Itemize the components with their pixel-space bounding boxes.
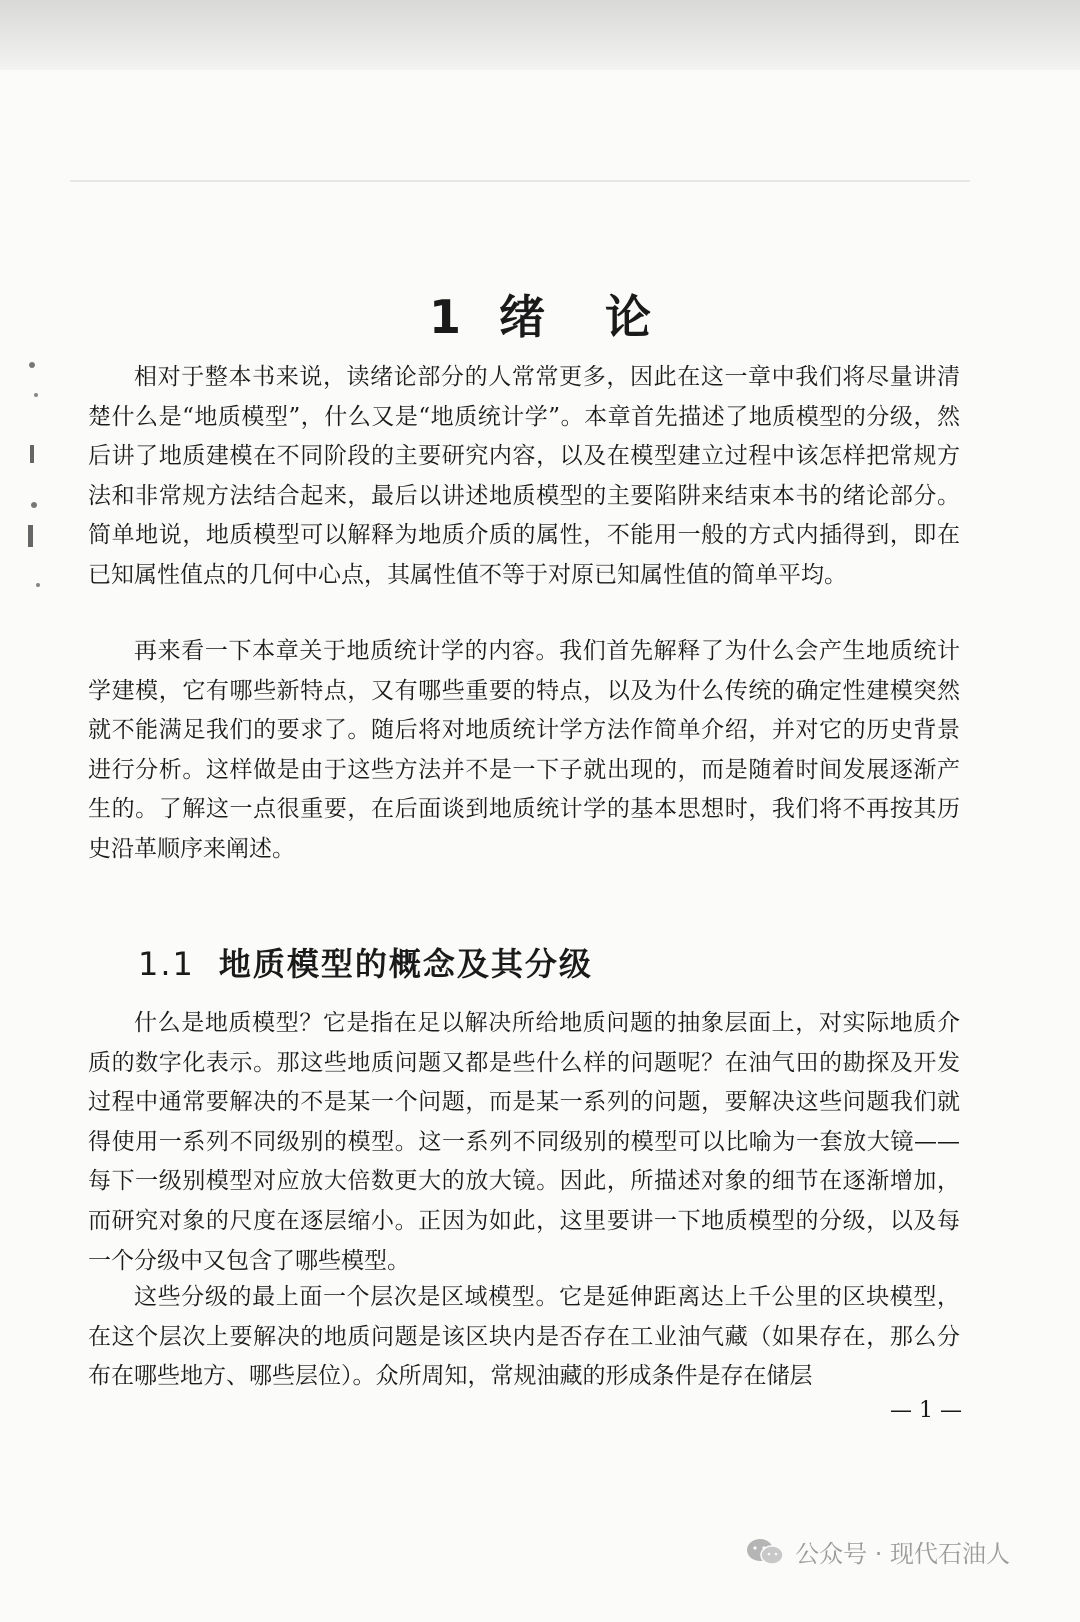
watermark-text: 公众号 · 现代石油人 — [795, 1540, 1010, 1568]
section-name: 地质模型的概念及其分级 — [218, 944, 593, 983]
wechat-icon — [745, 1537, 785, 1567]
bleed-through-rule — [70, 180, 970, 182]
intro-paragraph-1: 相对于整本书来说，读绪论部分的人常常更多，因此在这一章中我们将尽量讲清楚什么是“地质模型”，什么又是“地质统计学”。本章首先描述了地质模型的分级，然后讲了地质建模在不同阶段的主要研究内容，以及在模型建立过程中该怎样把常规方法和非常规方法结合起来，最后以讲述地质模型的主要陷阱来结束本书的绪论部分。简单地说，地质模型可以解释为地质介质的属性，不能用一般的方式内插得到，即在已知属性值点的几何中心点，其属性值不等于对原已知属性值的简单平均。 — [88, 364, 960, 588]
watermark — [745, 1534, 1010, 1569]
scan-top-shadow — [0, 0, 1080, 70]
section-number: 1.1 — [138, 944, 195, 983]
chapter-title — [0, 281, 1080, 347]
page-number: — 1 — — [890, 1398, 962, 1423]
chapter-number: 1 — [428, 289, 461, 344]
section-paragraph-2: 这些分级的最上面一个层次是区域模型。它是延伸距离达上千公里的区块模型，在这个层次上要解决的地质问题是该区块内是否存在工业油气藏（如果存在，那么分布在哪些地方、哪些层位）。众所周知，常规油藏的形成条件是存在储层 — [88, 1284, 960, 1390]
section-heading — [138, 939, 593, 985]
section-paragraph-1: 什么是地质模型？它是指在足以解决所给地质问题的抽象层面上，对实际地质介质的数字化表示。那这些地质问题又都是些什么样的问题呢？在油气田的勘探及开发过程中通常要解决的不是某一个问题，而是某一系列的问题，要解决这些问题我们就得使用一系列不同级别的模型。这一系列不同级别的模型可以比喻为一套放大镜——每下一级别模型对应放大倍数更大的放大镜。因此，所描述对象的细节在逐渐增加，而研究对象的尺度在逐层缩小。正因为如此，这里要讲一下地质模型的分级，以及每一个分级中又包含了哪些模型。 — [88, 1010, 960, 1274]
intro-paragraph-2: 再来看一下本章关于地质统计学的内容。我们首先解释了为什么会产生地质统计学建模，它有哪些新特点，又有哪些重要的特点，以及为什么传统的确定性建模突然就不能满足我们的要求了。随后将对地质统计学方法作简单介绍，并对它的历史背景进行分析。这样做是由于这些方法并不是一下子就出现的，而是随着时间发展逐渐产生的。了解这一点很重要，在后面谈到地质统计学的基本思想时，我们将不再按其历史沿革顺序来阐述。 — [88, 638, 960, 862]
scan-margin-specks — [22, 355, 62, 615]
chapter-name: 绪论 — [499, 289, 711, 344]
